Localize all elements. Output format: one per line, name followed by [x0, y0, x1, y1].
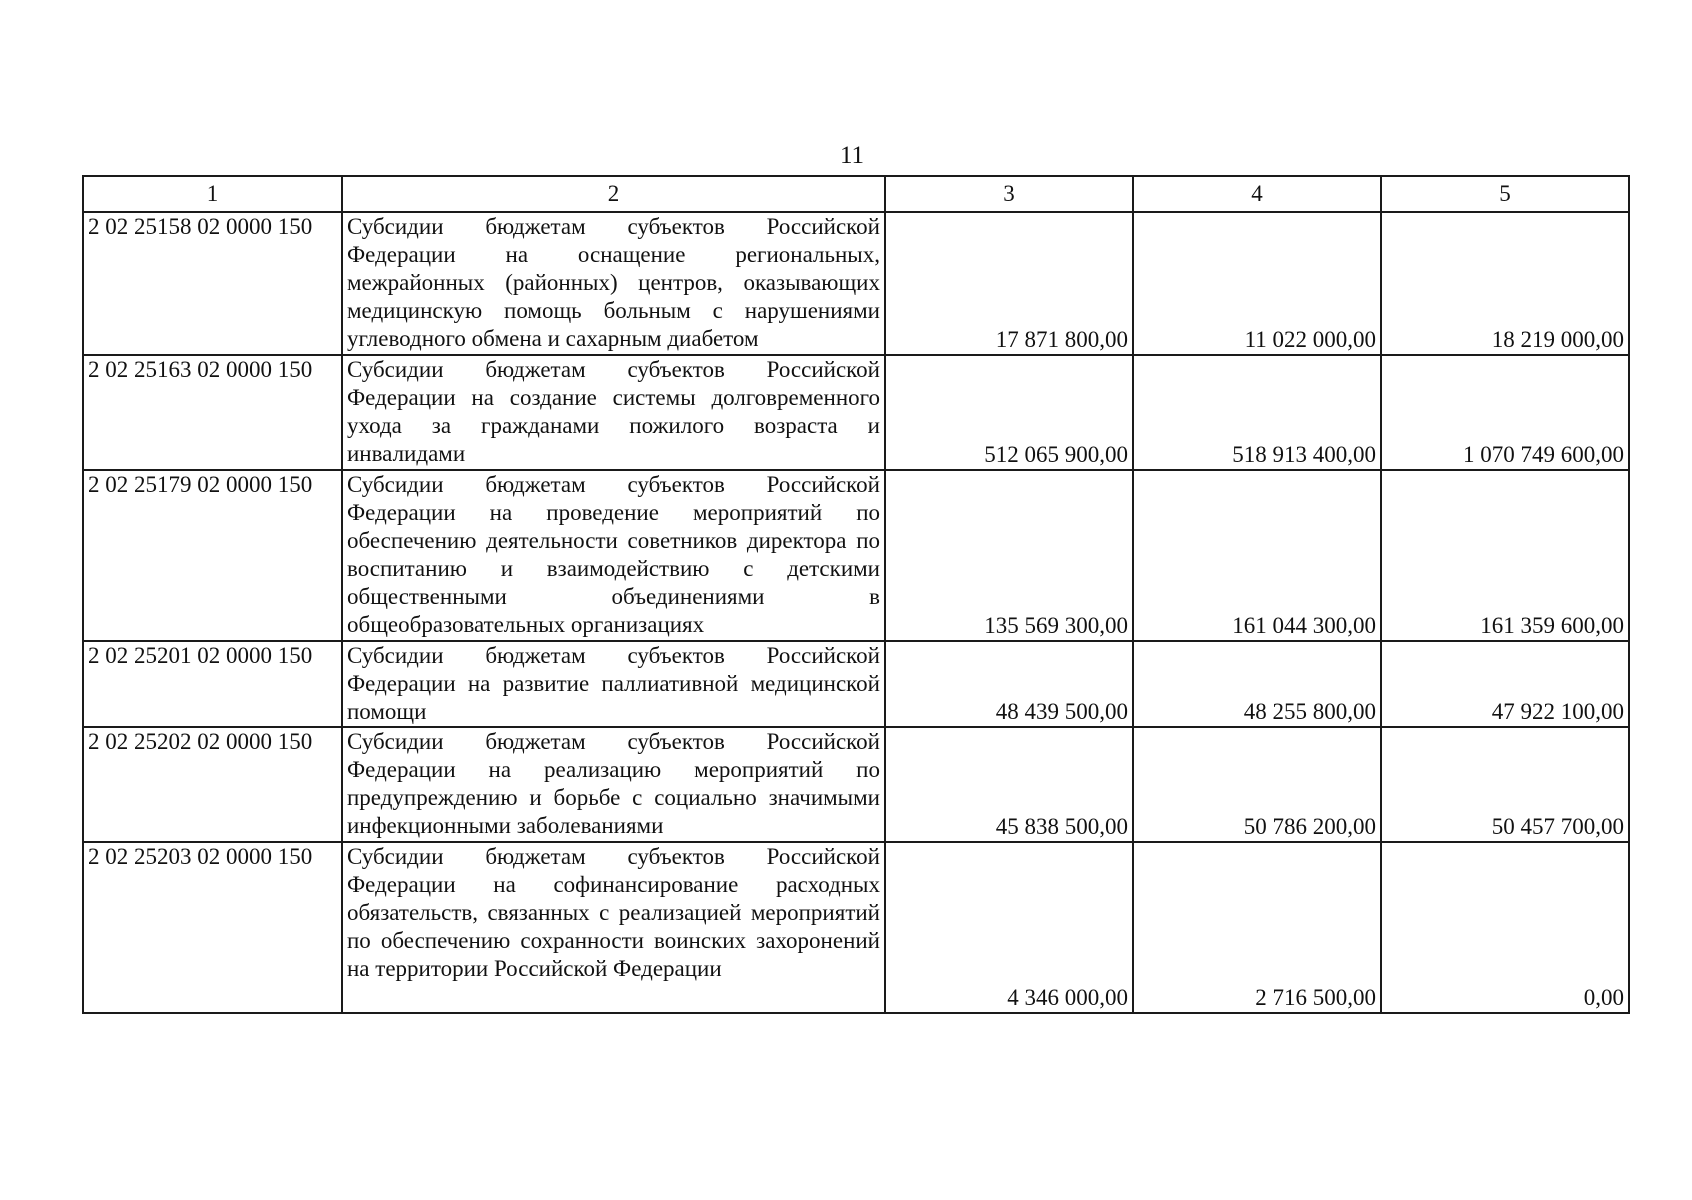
row-description: Субсидии бюджетам субъектов Российской Федерации на оснащение региональных, межрайонных (районных) центров, оказывающих медицинскую помощь больным с нарушениями углеводного обмена и сахарным диабетом	[342, 212, 885, 355]
row-code: 2 02 25203 02 0000 150	[83, 842, 342, 1013]
row-value-col3: 17 871 800,00	[885, 212, 1133, 355]
row-description: Субсидии бюджетам субъектов Российской Федерации на реализацию мероприятий по предупреждению и борьбе с социально значимыми инфекционными заболеваниями	[342, 727, 885, 842]
row-value-col4: 2 716 500,00	[1133, 842, 1381, 1013]
column-header-5: 5	[1381, 176, 1629, 212]
table-row	[83, 842, 1629, 1013]
row-value-col5: 50 457 700,00	[1381, 727, 1629, 842]
row-code: 2 02 25202 02 0000 150	[83, 727, 342, 842]
column-header-3: 3	[885, 176, 1133, 212]
row-value-col3: 48 439 500,00	[885, 641, 1133, 727]
row-value-col3: 135 569 300,00	[885, 470, 1133, 641]
column-header-4: 4	[1133, 176, 1381, 212]
table-row	[83, 212, 1629, 355]
budget-table	[82, 175, 1630, 1014]
row-value-col5: 18 219 000,00	[1381, 212, 1629, 355]
table-row	[83, 641, 1629, 727]
header-row	[83, 176, 1629, 212]
table-body	[83, 212, 1629, 1013]
row-code: 2 02 25201 02 0000 150	[83, 641, 342, 727]
table-row	[83, 355, 1629, 470]
row-code: 2 02 25179 02 0000 150	[83, 470, 342, 641]
table-row	[83, 470, 1629, 641]
row-description: Субсидии бюджетам субъектов Российской Федерации на развитие паллиативной медицинской помощи	[342, 641, 885, 727]
row-value-col5: 161 359 600,00	[1381, 470, 1629, 641]
row-value-col5: 47 922 100,00	[1381, 641, 1629, 727]
row-value-col5: 1 070 749 600,00	[1381, 355, 1629, 470]
row-code: 2 02 25158 02 0000 150	[83, 212, 342, 355]
row-description: Субсидии бюджетам субъектов Российской Федерации на проведение мероприятий по обеспечению деятельности советников директора по воспитанию и взаимодействию с детскими общественными объединениями в общеобразовательных организациях	[342, 470, 885, 641]
row-value-col4: 11 022 000,00	[1133, 212, 1381, 355]
row-value-col4: 48 255 800,00	[1133, 641, 1381, 727]
row-value-col5: 0,00	[1381, 842, 1629, 1013]
table-row	[83, 727, 1629, 842]
table-header	[83, 176, 1629, 212]
row-value-col3: 4 346 000,00	[885, 842, 1133, 1013]
row-value-col3: 512 065 900,00	[885, 355, 1133, 470]
column-header-2: 2	[342, 176, 885, 212]
row-description: Субсидии бюджетам субъектов Российской Федерации на софинансирование расходных обязательств, связанных с реализацией мероприятий по обеспечению сохранности воинских захоронений на территории Российской Федерации	[342, 842, 885, 1013]
row-value-col4: 518 913 400,00	[1133, 355, 1381, 470]
row-value-col3: 45 838 500,00	[885, 727, 1133, 842]
row-description: Субсидии бюджетам субъектов Российской Федерации на создание системы долговременного ухода за гражданами пожилого возраста и инвалидами	[342, 355, 885, 470]
row-value-col4: 50 786 200,00	[1133, 727, 1381, 842]
page-number: 11	[839, 142, 865, 169]
column-header-1: 1	[83, 176, 342, 212]
row-value-col4: 161 044 300,00	[1133, 470, 1381, 641]
row-code: 2 02 25163 02 0000 150	[83, 355, 342, 470]
